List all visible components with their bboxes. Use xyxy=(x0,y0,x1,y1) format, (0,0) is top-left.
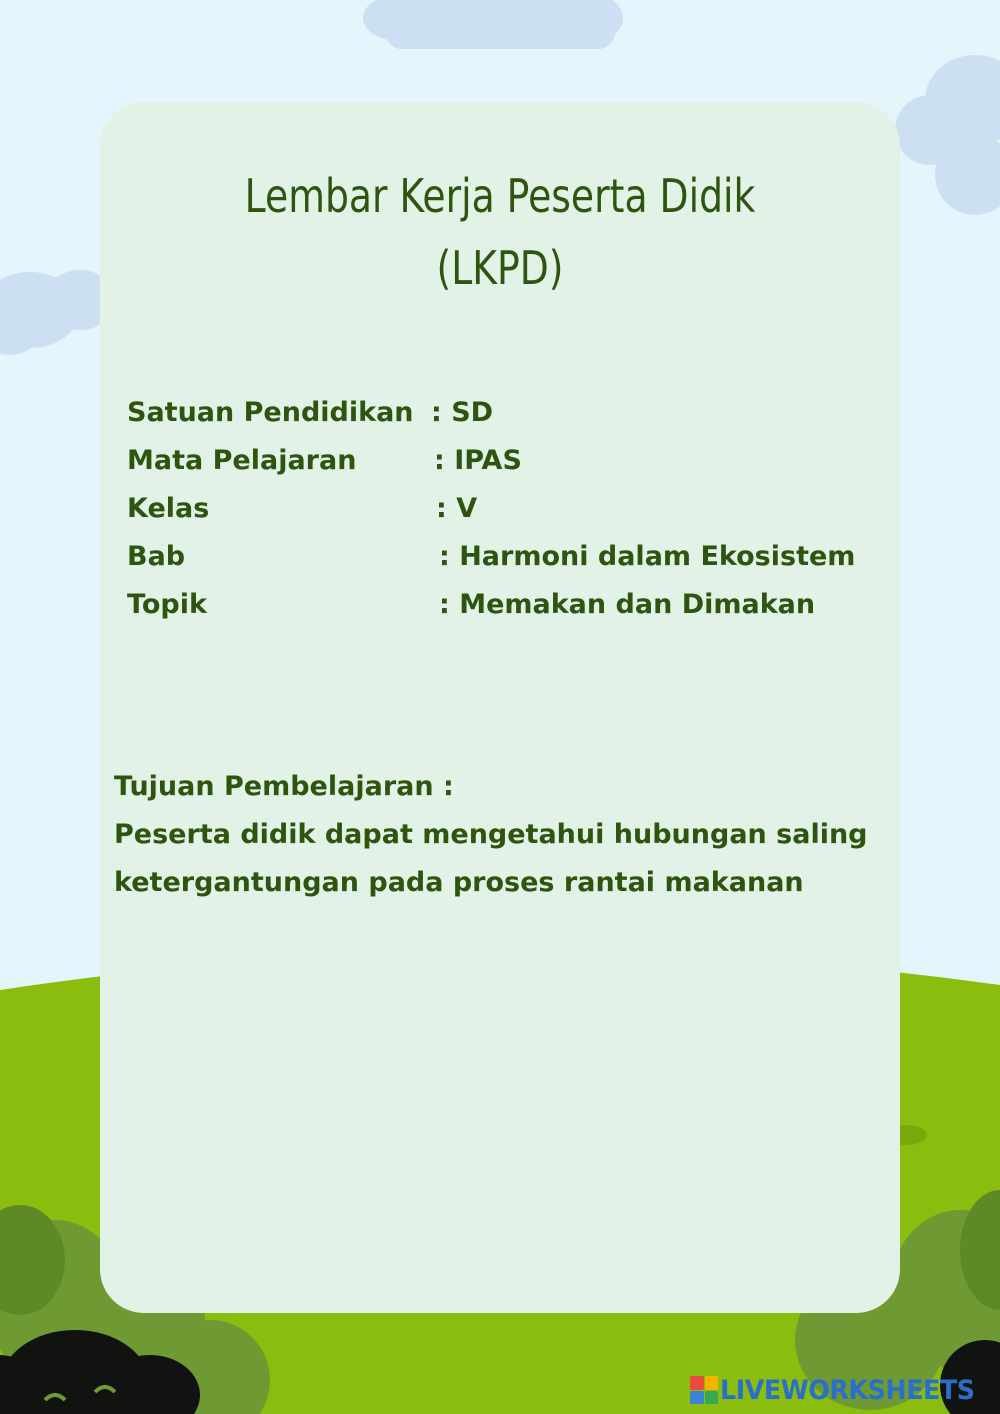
info-label: Mata Pelajaran xyxy=(127,445,357,476)
liveworksheets-logo-icon xyxy=(690,1376,718,1404)
info-value: : Memakan dan Dimakan xyxy=(439,589,816,620)
info-label: Bab xyxy=(127,541,186,572)
info-label: Satuan Pendidikan xyxy=(127,397,414,428)
watermark-text: LIVEWORKSHEETS xyxy=(720,1374,975,1406)
info-value: : SD xyxy=(431,397,494,428)
objective-line-2: ketergantungan pada proses rantai makanan xyxy=(114,867,804,898)
cloud-top xyxy=(363,0,623,49)
info-label: Kelas xyxy=(127,493,210,524)
title-line-2: (LKPD) xyxy=(436,241,564,295)
liveworksheets-watermark xyxy=(690,1374,991,1406)
info-label: Topik xyxy=(127,589,207,620)
objective-line-1: Peserta didik dapat mengetahui hubungan saling xyxy=(114,819,868,850)
learning-objective xyxy=(114,763,868,907)
info-value: : Harmoni dalam Ekosistem xyxy=(439,541,856,572)
info-value: : IPAS xyxy=(434,445,522,476)
title-line-1: Lembar Kerja Peserta Didik xyxy=(244,169,756,223)
info-value: : V xyxy=(436,493,478,524)
objective-heading: Tujuan Pembelajaran : xyxy=(114,771,454,802)
page-title xyxy=(90,160,910,304)
